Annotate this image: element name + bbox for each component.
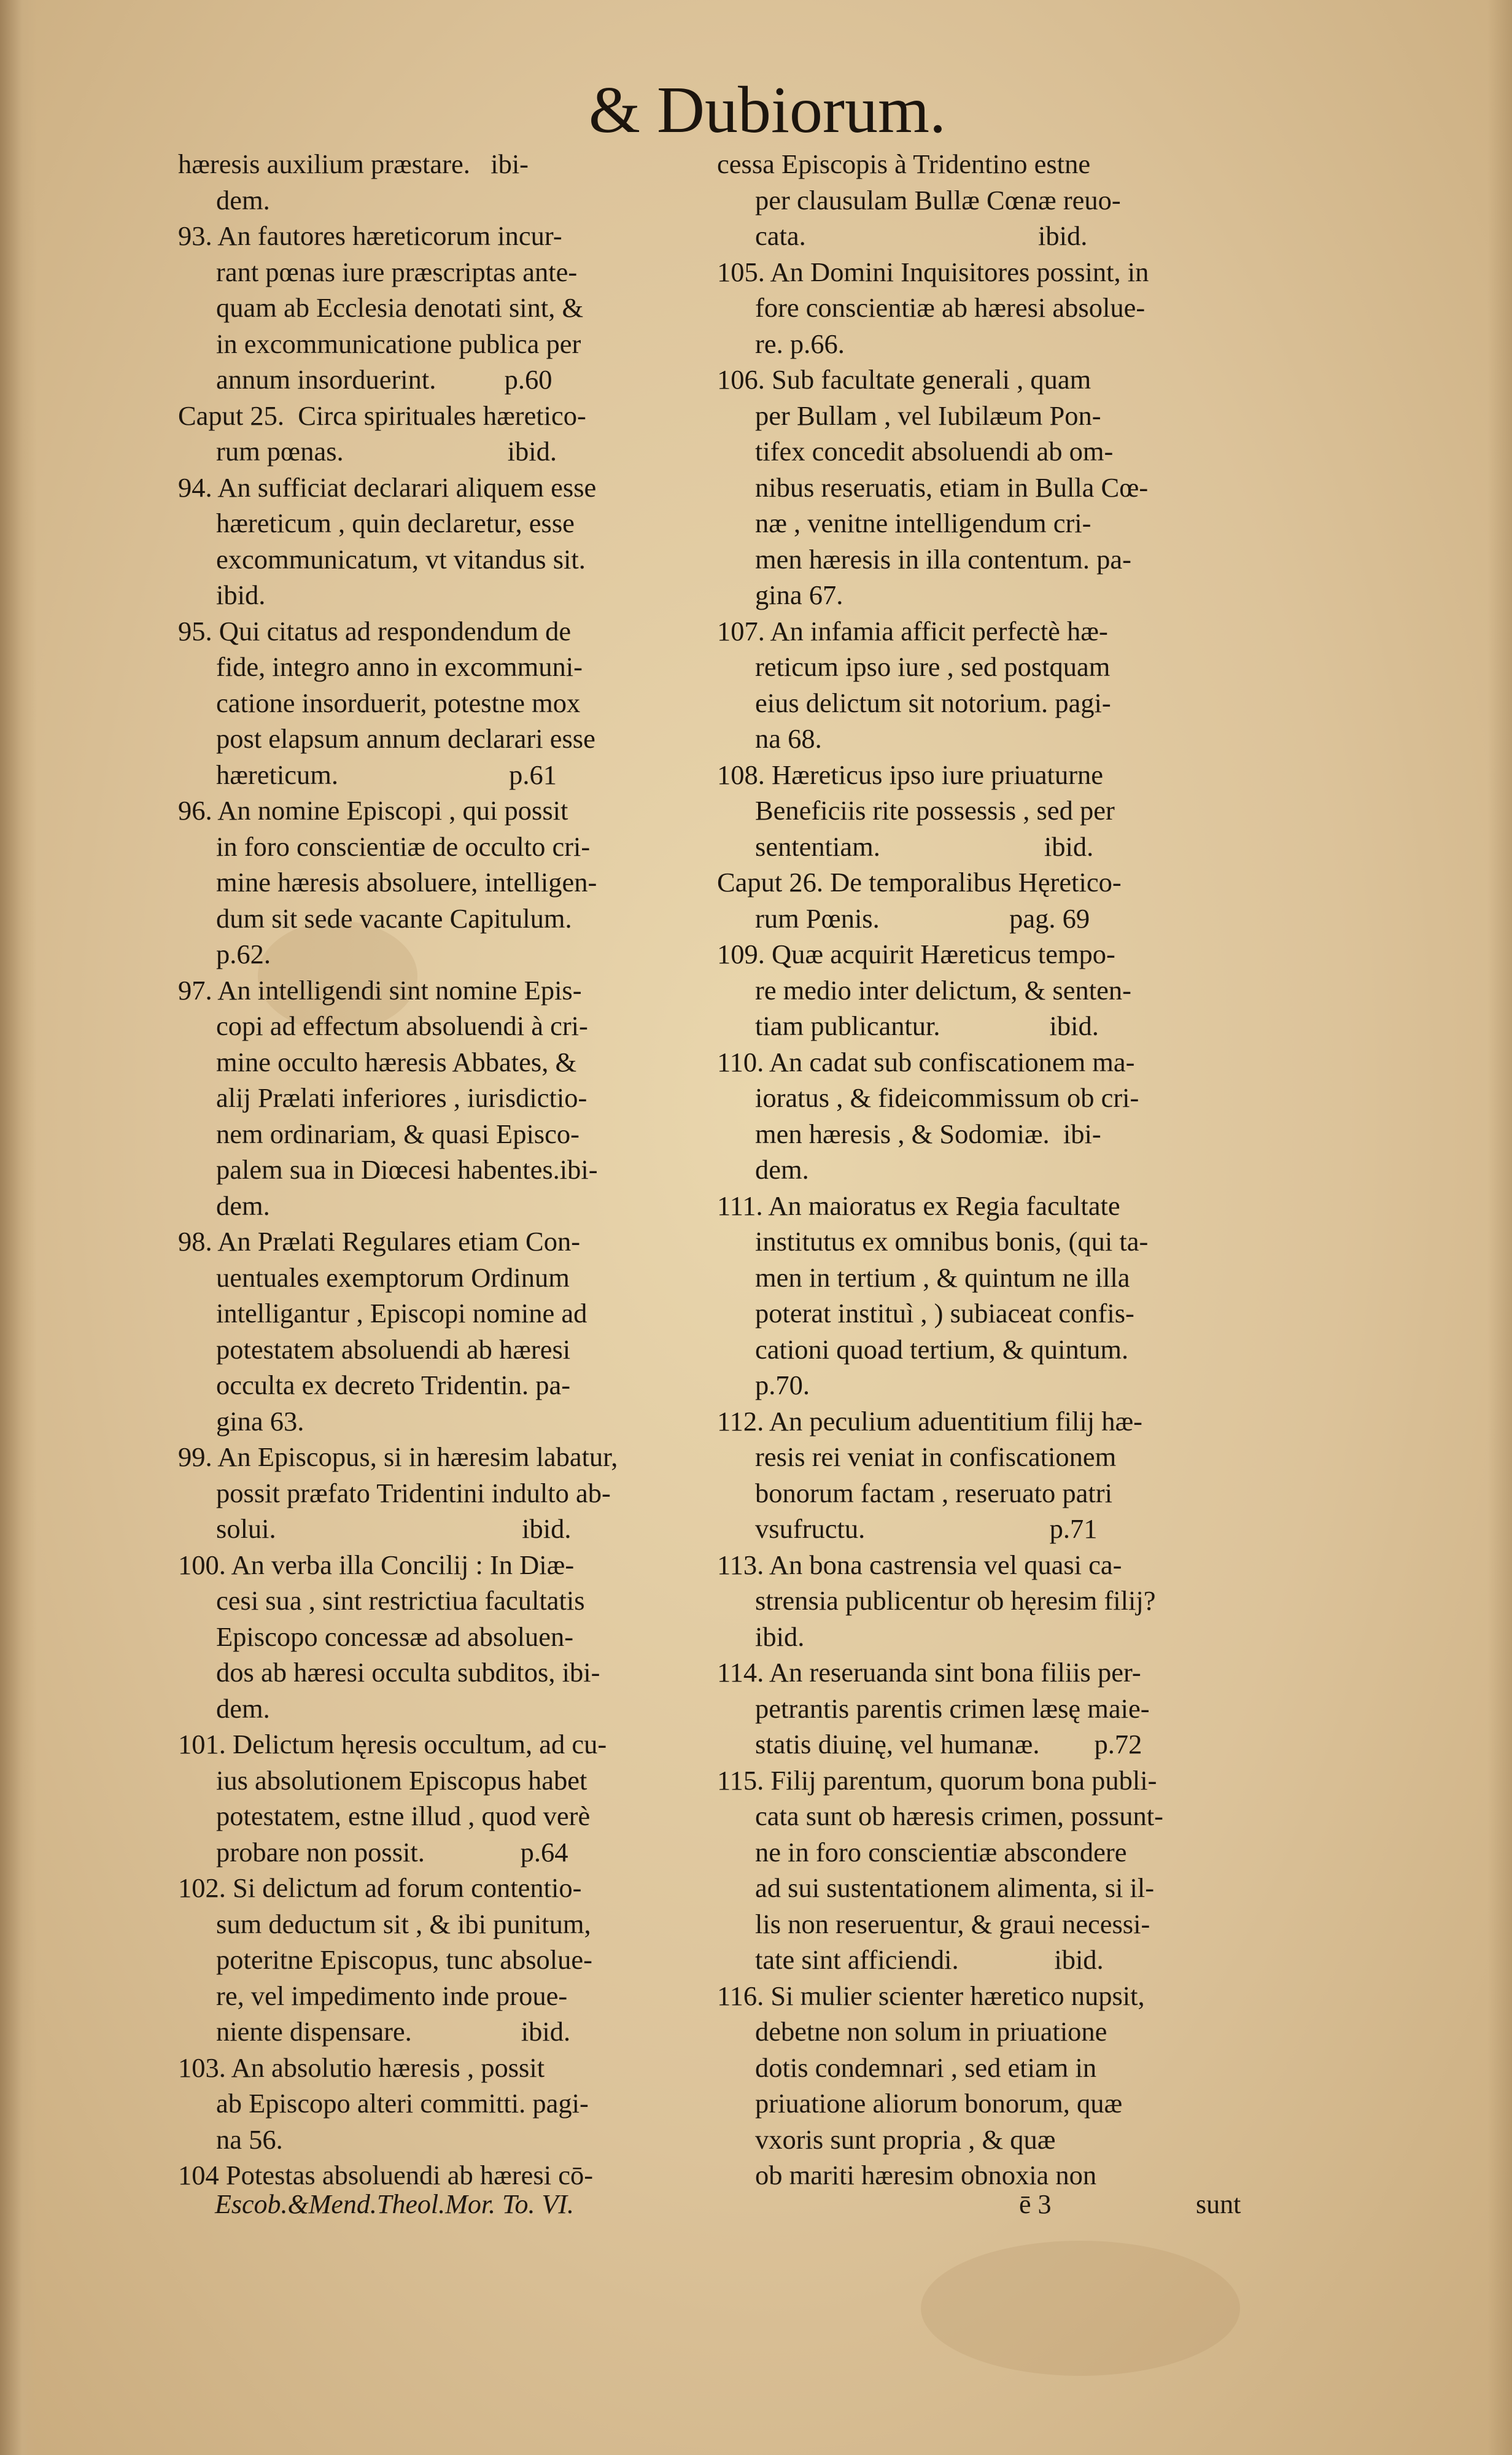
entry-line: ad sui sustentationem alimenta, si il- (755, 1872, 1155, 1903)
entry-line: Beneficiis rite possessis , sed per (755, 795, 1115, 826)
entry-line: excommunicatum, vt vitandus sit. (216, 543, 586, 575)
entry-line: 111. An maioratus ex Regia facultate (717, 1190, 1120, 1221)
entry-line: ibid. (216, 580, 266, 610)
entry-line: annum insorduerint. p.60 (216, 364, 552, 395)
entry-line: cessa Episcopis à Tridentino estne (717, 149, 1091, 179)
entry-line: copi ad effectum absoluendi à cri- (216, 1010, 588, 1041)
index-entry (178, 972, 675, 1224)
entry-line: 116. Si mulier scienter hæretico nupsit, (717, 1980, 1145, 2011)
entry-line: men in tertium , & quintum ne illa (755, 1262, 1130, 1293)
entry-line: eius delictum sit notorium. pagi- (755, 687, 1111, 718)
entry-line: rum Pœnis. pag. 69 (755, 902, 1090, 934)
entry-line: hæreticum. p.61 (216, 759, 557, 790)
entry-line: bonorum factam , reseruato patri (755, 1477, 1112, 1508)
entry-line: quam ab Ecclesia denotati sint, & (216, 292, 584, 323)
entry-line: næ , venitne intelligendum cri- (755, 508, 1091, 538)
entry-line: dos ab hæresi occulta subditos, ibi- (216, 1657, 600, 1688)
index-entry (178, 793, 675, 972)
entry-line: 97. An intelligendi sint nomine Epis- (178, 974, 582, 1006)
entry-line: cata. ibid. (755, 220, 1088, 251)
entry-line: petrantis parentis crimen læsę maie- (755, 1693, 1150, 1724)
paper-stain (921, 2241, 1240, 2376)
footer-book-title: Escob.&Mend.Theol.Mor. To. VI. (215, 2189, 575, 2219)
entry-line: per Bullam , vel Iubilæum Pon- (755, 400, 1101, 431)
entry-line: palem sua in Diœcesi habentes.ibi- (216, 1154, 598, 1185)
index-entry (717, 1403, 1233, 1547)
index-entry (178, 2157, 675, 2193)
index-entry (178, 398, 675, 470)
entry-line: na 56. (216, 2123, 283, 2155)
entry-line: cata sunt ob hæresis crimen, possunt- (755, 1801, 1163, 1831)
entry-line: 108. Hæreticus ipso iure priuaturne (717, 759, 1104, 790)
entry-line: re. p.66. (755, 328, 845, 359)
index-entry (717, 757, 1233, 865)
entry-line: cationi quoad tertium, & quintum. (755, 1333, 1129, 1365)
index-entry (178, 1547, 675, 1727)
index-entry (178, 1224, 675, 1439)
entry-line: re medio inter delictum, & senten- (755, 974, 1131, 1006)
entry-line: na 68. (755, 723, 822, 754)
entry-line: vsufructu. p.71 (755, 1513, 1098, 1544)
entry-line: hæreticum , quin declaretur, esse (216, 508, 575, 538)
index-entry (717, 1188, 1233, 1403)
entry-line: Caput 25. Circa spirituales hæretico- (178, 400, 586, 431)
entry-line: 94. An sufficiat declarari aliquem esse (178, 471, 597, 503)
index-entry (178, 1870, 675, 2050)
entry-line: possit præfato Tridentini indulto ab- (216, 1477, 611, 1508)
index-entry (717, 1547, 1233, 1655)
entry-line: vxoris sunt propria , & quæ (755, 2123, 1056, 2155)
entry-line: 114. An reseruanda sint bona filiis per- (717, 1657, 1141, 1688)
index-entry (717, 864, 1233, 936)
entry-line: institutus ex omnibus bonis, (qui ta- (755, 1226, 1149, 1257)
entry-line: re, vel impedimento inde proue- (216, 1980, 568, 2011)
entry-line: 113. An bona castrensia vel quasi ca- (717, 1549, 1122, 1580)
index-entry (717, 362, 1233, 613)
entry-line: ius absolutionem Episcopus habet (216, 1764, 587, 1796)
entry-line: sententiam. ibid. (755, 831, 1094, 862)
entry-line: 106. Sub facultate generali , quam (717, 364, 1091, 395)
entry-line: fore conscientiæ ab hæresi absolue- (755, 292, 1146, 323)
index-entry (178, 1726, 675, 1870)
running-head: & Dubiorum. (589, 74, 946, 147)
entry-line: ab Episcopo alteri committi. pagi- (216, 2088, 589, 2119)
entry-line: lis non reseruentur, & graui necessi- (755, 1908, 1150, 1939)
entry-line: gina 67. (755, 580, 843, 610)
entry-line: priuatione aliorum bonorum, quæ (755, 2088, 1123, 2119)
entry-line: gina 63. (216, 1405, 304, 1437)
entry-line: strensia publicentur ob hęresim filij? (755, 1585, 1156, 1616)
entry-line: 95. Qui citatus ad respondendum de (178, 615, 572, 646)
entry-line: dem. (216, 1190, 270, 1221)
entry-line: 101. Delictum hęresis occultum, ad cu- (178, 1729, 607, 1759)
entry-line: hæresis auxilium præstare. ibi- (178, 149, 529, 179)
entry-line: 102. Si delictum ad forum contentio- (178, 1872, 582, 1903)
entry-line: 104 Potestas absoluendi ab hæresi cō- (178, 2160, 594, 2190)
index-column-left (178, 146, 675, 2193)
entry-line: 93. An fautores hæreticorum incur- (178, 220, 562, 251)
index-entry (717, 936, 1233, 1044)
page-binding-shadow (0, 0, 37, 2455)
entry-line: dem. (755, 1154, 809, 1185)
entry-line: 105. An Domini Inquisitores possint, in (717, 256, 1149, 287)
entry-line: 99. An Episcopus, si in hæresim labatur, (178, 1441, 618, 1472)
entry-line: sum deductum sit , & ibi punitum, (216, 1908, 591, 1939)
index-column-right (717, 146, 1233, 2193)
entry-line: rant pœnas iure præscriptas ante- (216, 256, 578, 287)
entry-line: poteritne Episcopus, tunc absolue- (216, 1944, 592, 1975)
index-entry (717, 1654, 1233, 1763)
index-entry (717, 1763, 1233, 1978)
entry-line: probare non possit. p.64 (216, 1836, 568, 1867)
entry-line: dem. (216, 184, 270, 215)
entry-line: statis diuinę, vel humanæ. p.72 (755, 1729, 1142, 1759)
page-edge-shadow (1487, 0, 1512, 2455)
entry-line: dotis condemnari , sed etiam in (755, 2052, 1097, 2083)
index-entry (717, 254, 1233, 362)
entry-line: p.70. (755, 1370, 810, 1400)
entry-line: in foro conscientiæ de occulto cri- (216, 831, 591, 862)
entry-line: fide, integro anno in excommuni- (216, 651, 583, 682)
entry-line: tiam publicantur. ibid. (755, 1010, 1099, 1041)
index-entry (717, 1978, 1233, 2193)
entry-line: dem. (216, 1693, 270, 1724)
entry-line: 96. An nomine Episcopi , qui possit (178, 795, 568, 826)
entry-line: solui. ibid. (216, 1513, 572, 1544)
entry-line: 115. Filij parentum, quorum bona publi- (717, 1764, 1157, 1796)
entry-line: debetne non solum in priuatione (755, 2016, 1107, 2047)
entry-line: ne in foro conscientiæ abscondere (755, 1836, 1127, 1867)
index-entry (178, 1439, 675, 1547)
entry-line: ibid. (755, 1621, 805, 1652)
entry-line: 98. An Prælati Regulares etiam Con- (178, 1226, 581, 1257)
entry-line: ioratus , & fideicommissum ob cri- (755, 1082, 1139, 1113)
entry-line: ob mariti hæresim obnoxia non (755, 2160, 1097, 2190)
entry-line: tifex concedit absoluendi ab om- (755, 436, 1114, 467)
catchword: sunt (1196, 2189, 1241, 2219)
index-entry (717, 1044, 1233, 1188)
signature-mark: ē 3 (1019, 2189, 1052, 2219)
entry-line: 100. An verba illa Concilij : In Diæ- (178, 1549, 575, 1580)
entry-line: dum sit sede vacante Capitulum. (216, 902, 572, 934)
entry-line: men hæresis in illa contentum. pa- (755, 543, 1131, 575)
entry-line: men hæresis , & Sodomiæ. ibi- (755, 1118, 1101, 1149)
entry-line: 110. An cadat sub confiscationem ma- (717, 1046, 1135, 1077)
entry-line: Episcopo concessæ ad absoluen- (216, 1621, 574, 1652)
entry-line: potestatem, estne illud , quod verè (216, 1801, 591, 1831)
index-entry (178, 218, 675, 398)
entry-line: 109. Quæ acquirit Hæreticus tempo- (717, 939, 1115, 969)
entry-line: nem ordinariam, & quasi Episco- (216, 1118, 580, 1149)
entry-line: p.62. (216, 939, 271, 969)
index-entry (178, 470, 675, 613)
entry-line: nibus reseruatis, etiam in Bulla Cœ- (755, 471, 1149, 503)
entry-line: per clausulam Bullæ Cœnæ reuo- (755, 184, 1121, 215)
index-entry (717, 146, 1233, 254)
entry-line: tate sint afficiendi. ibid. (755, 1944, 1104, 1975)
entry-line: in excommunicatione publica per (216, 328, 581, 359)
entry-line: resis rei veniat in confiscationem (755, 1441, 1117, 1472)
entry-line: 107. An infamia afficit perfectè hæ- (717, 615, 1108, 646)
entry-line: mine occulto hæresis Abbates, & (216, 1046, 577, 1077)
entry-line: occulta ex decreto Tridentin. pa- (216, 1370, 571, 1400)
entry-line: mine hæresis absoluere, intelligen- (216, 867, 597, 898)
entry-line: poterat instituì , ) subiaceat confis- (755, 1298, 1134, 1328)
entry-line: rum pœnas. ibid. (216, 436, 557, 467)
index-entry (178, 2050, 675, 2158)
index-entry (178, 146, 675, 218)
entry-line: alij Prælati inferiores , iurisdictio- (216, 1082, 587, 1113)
index-entry (178, 613, 675, 793)
entry-line: 112. An peculium aduentitium filij hæ- (717, 1405, 1142, 1437)
entry-line: reticum ipso iure , sed postquam (755, 651, 1111, 682)
entry-line: potestatem absoluendi ab hæresi (216, 1333, 571, 1365)
entry-line: cesi sua , sint restrictiua facultatis (216, 1585, 585, 1616)
entry-line: uentuales exemptorum Ordinum (216, 1262, 570, 1293)
index-entry (717, 613, 1233, 757)
entry-line: catione insorduerit, potestne mox (216, 687, 581, 718)
entry-line: post elapsum annum declarari esse (216, 723, 595, 754)
entry-line: niente dispensare. ibid. (216, 2016, 571, 2047)
entry-line: Caput 26. De temporalibus Hęretico- (717, 867, 1122, 898)
entry-line: intelligantur , Episcopi nomine ad (216, 1298, 587, 1328)
entry-line: 103. An absolutio hæresis , possit (178, 2052, 545, 2083)
